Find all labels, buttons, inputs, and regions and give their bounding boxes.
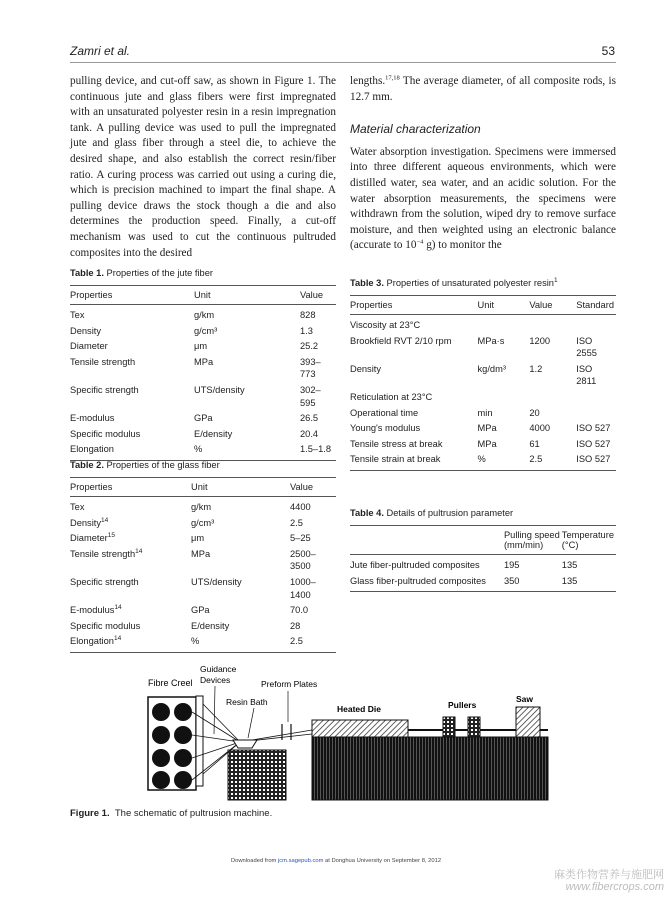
table-caption: Table 2. Properties of the glass fiber <box>70 460 220 470</box>
table-cell: MPa <box>477 438 497 449</box>
table-cell: % <box>191 634 290 652</box>
table-row <box>350 574 616 592</box>
table-cell: 302–595 <box>300 384 321 408</box>
page-number: 53 <box>601 44 615 58</box>
table-cell: 135 <box>562 574 616 592</box>
table-cell <box>478 315 530 334</box>
table-row <box>350 334 616 362</box>
table-cell: Diameter$^{15}$ <box>70 532 115 544</box>
table-cell: min <box>477 407 493 418</box>
table-row <box>70 411 336 427</box>
heated-die-label: Heated Die <box>337 704 381 714</box>
reference-superscript: 15 <box>107 532 115 540</box>
table-cell: 28 <box>290 620 301 631</box>
table-row <box>350 315 616 334</box>
pultrusion-schematic <box>130 664 560 804</box>
table-cell: Tensile strength$^{14}$ <box>70 547 143 559</box>
table-cell: Viscosity at 23°C <box>350 320 421 330</box>
table-cell: Reticulation at 23°C <box>350 391 433 402</box>
table-cell: Young's modulus <box>350 423 421 434</box>
table-caption: Table 4. Details of pultrusion parameter <box>350 508 514 518</box>
table-cell: kg/dm³ <box>477 363 506 374</box>
exponent-superscript: −4 <box>416 238 424 246</box>
table-cell <box>576 406 616 422</box>
table-cell: 20 <box>529 407 540 418</box>
table-row <box>70 547 336 575</box>
table-cell: 2.5 <box>290 517 303 528</box>
table-cell <box>529 315 576 334</box>
table-cell <box>478 390 530 406</box>
cut-off-saw <box>516 707 540 737</box>
table-cell: Elongation <box>70 442 194 460</box>
table-cell: 4000 <box>529 423 551 434</box>
table-cell: Density$^{14}$ <box>70 516 109 528</box>
body-paragraph: pulling device, and cut-off saw, as shown in Figure 1. The continuous jute and glass fibers were first impregnated with an unsaturated polyester resin in a resin impregnation tank. A pulling device was used to pull the impregnated jute and glass fiber through a steel die, to achieve the desired shape, and also establish the correct resin/fiber ratio. A curing process was carried out using a curing die, which is precision machined to impart the final shape. A pulling device draws the stock though a die and also determines the production speed. Finally, a cut-off mechanism was used to cut the continuous pultruded composites into the desired <box>70 75 336 259</box>
table-row <box>350 421 616 437</box>
table-cell: 26.5 <box>300 413 319 424</box>
column-header: Value <box>290 478 336 497</box>
table-cell: GPa <box>191 605 210 616</box>
table-cell: Specific strength <box>70 384 139 395</box>
resin-bath-tray <box>233 740 257 748</box>
figure-caption: Figure 1. The schematic of pultrusion machine. <box>70 808 273 819</box>
table-row <box>70 442 336 460</box>
section-heading: Material characterization <box>350 122 481 137</box>
table-row <box>350 555 616 574</box>
table-cell: 195 <box>503 560 520 570</box>
table-caption: Table 3. Properties of unsaturated polyester resin$^1$ <box>350 276 558 288</box>
table-cell: Tensile strain at break <box>350 452 478 470</box>
table-cell: E/density <box>194 428 233 439</box>
left-column <box>70 74 336 261</box>
table-cell: 2.5 <box>529 452 576 470</box>
column-header: Pulling speed (mm/min) <box>504 526 562 555</box>
pultrusion-parameter-table <box>350 525 616 592</box>
table-cell: ISO 527 <box>576 438 611 449</box>
journal-link[interactable]: jcm.sagepub.com <box>277 858 324 864</box>
running-head-author: Zamri et al. <box>70 44 131 58</box>
table-row <box>70 427 336 443</box>
download-footer: Downloaded from jcm.sagepub.com at Donghua University on September 8, 2012 <box>230 858 442 864</box>
table-row <box>350 390 616 406</box>
table-cell: Density <box>70 325 102 336</box>
table-cell <box>576 390 616 406</box>
table-header-row <box>70 478 336 497</box>
table-cell: % <box>194 442 300 460</box>
table-cell: 1000–1400 <box>290 576 316 600</box>
table-cell: ISO 527 <box>576 423 611 434</box>
table-cell: % <box>478 452 530 470</box>
table-cell: E/density <box>191 620 230 631</box>
table-row <box>70 603 336 619</box>
table-cell: Tex <box>70 502 85 512</box>
column-header <box>350 526 504 555</box>
table-cell: Operational time <box>350 407 419 418</box>
table-cell: 4400 <box>290 502 311 512</box>
reference-superscript: 14 <box>101 516 109 524</box>
table-row <box>70 516 336 532</box>
column-header: Properties <box>70 286 194 305</box>
reference-superscript: 17,18 <box>385 74 400 82</box>
table-cell: 1.5–1.8 <box>300 442 336 460</box>
table-row <box>70 619 336 635</box>
table-cell: UTS/density <box>194 384 245 395</box>
heated-die <box>312 720 408 737</box>
table-4 <box>350 508 616 592</box>
table-cell: Glass fiber-pultruded composites <box>350 574 504 592</box>
column-header: Value <box>529 296 576 315</box>
table-1 <box>70 268 336 461</box>
column-header: Properties <box>70 478 191 497</box>
table-header-row <box>350 526 616 555</box>
table-cell: 25.2 <box>300 341 319 352</box>
body-paragraph-water-absorption: Water absorption investigation. Specimens were immersed into three different aqueous environments, which were distilled water, sea water, and an acidic solution. For the water absorption measurements, the specimens were withdrawn from the solution, wiped dry to remove surface moisture, and then weighted using an electronic balance (accurate to $10^{-4}$ g) to monitor the <box>350 145 616 252</box>
table-row <box>350 437 616 453</box>
table-row <box>70 305 336 324</box>
table-cell: 5–25 <box>290 533 311 544</box>
table-cell: Tensile stress at break <box>350 438 443 449</box>
table-row <box>70 634 336 652</box>
table-row <box>70 355 336 383</box>
table-row <box>350 452 616 470</box>
table-cell: Specific strength <box>70 576 139 587</box>
table-cell: MPa <box>477 423 497 434</box>
resin-bath-label: Resin Bath <box>226 697 268 707</box>
table-cell: Tensile strength <box>70 356 136 367</box>
label-leaders <box>214 686 288 738</box>
puller-2 <box>468 717 480 737</box>
table-cell: 1.2 <box>529 363 543 374</box>
saw-label: Saw <box>516 694 534 704</box>
table-cell: 2500–3500 <box>290 548 316 572</box>
table-row <box>350 362 616 390</box>
table-cell <box>529 390 576 406</box>
table-cell: 1200 <box>529 335 551 346</box>
guidance-label: Guidance <box>200 664 237 674</box>
table-cell: g/cm³ <box>191 517 215 528</box>
body-paragraph-lengths: lengths.$^{17,18}$ The average diameter, of all composite rods, is 12.7 mm. <box>350 74 616 103</box>
table-cell: MPa <box>191 548 211 559</box>
table-cell: g/km <box>191 502 212 512</box>
table-header-row <box>70 286 336 305</box>
table-cell: UTS/density <box>191 576 242 587</box>
table-cell <box>576 315 616 334</box>
table-row <box>70 575 336 603</box>
devices-label: Devices <box>200 675 231 685</box>
table-cell: 20.4 <box>300 428 319 439</box>
table-cell: μm <box>191 533 205 544</box>
jute-fiber-table <box>70 285 336 461</box>
table-cell: Tex <box>70 310 85 320</box>
table-cell: Jute fiber-pultruded composites <box>350 560 480 570</box>
table-cell: Specific modulus <box>70 620 141 631</box>
table-cell: GPa <box>194 413 213 424</box>
header-rule <box>70 62 616 63</box>
table-cell: g/cm³ <box>194 325 218 336</box>
fibre-creel-label: Fibre Creel <box>148 678 193 688</box>
column-header: Value <box>300 286 336 305</box>
column-header: Temperature (°C) <box>562 526 616 555</box>
puller-1 <box>443 717 455 737</box>
table-cell: ISO 2555 <box>576 335 597 359</box>
table-cell: MPa·s <box>477 335 505 346</box>
table-cell: ISO 2811 <box>576 363 597 387</box>
watermark-url: www.fibercrops.com <box>565 881 664 893</box>
table-2 <box>70 460 336 653</box>
column-header: Properties <box>350 296 478 315</box>
table-cell: 1.3 <box>300 325 313 336</box>
resin-bath-tank <box>228 750 286 800</box>
table-cell: Diameter <box>70 341 108 352</box>
watermark-cn: 麻类作物营养与施肥网 <box>554 868 664 881</box>
reference-superscript: 14 <box>135 547 143 555</box>
table-cell: 393–773 <box>300 356 321 380</box>
preform-plates-label: Preform Plates <box>261 679 318 689</box>
reference-superscript: 14 <box>114 604 122 612</box>
table-cell: 135 <box>561 560 578 570</box>
table-cell: MPa <box>194 356 214 367</box>
column-header: Unit <box>191 478 290 497</box>
table-row <box>70 383 336 411</box>
table-cell: g/km <box>194 310 215 320</box>
table-row <box>70 339 336 355</box>
glass-fiber-table <box>70 477 336 653</box>
column-header: Standard <box>576 296 616 315</box>
table-cell: 828 <box>300 310 316 320</box>
column-header: Unit <box>478 296 530 315</box>
table-cell: Brookfield RVT 2/10 rpm <box>350 335 452 346</box>
table-row <box>70 531 336 547</box>
table-cell: E-modulus <box>70 413 115 424</box>
table-cell: 61 <box>529 438 540 449</box>
table-cell: 350 <box>504 574 562 592</box>
table-cell: E-modulus$^{14}$ <box>70 604 122 616</box>
pullers-label: Pullers <box>448 700 477 710</box>
table-row <box>350 406 616 422</box>
machine-base <box>312 737 548 800</box>
table-cell: Elongation$^{14}$ <box>70 634 191 652</box>
column-header: Unit <box>194 286 300 305</box>
table-3 <box>350 278 616 471</box>
table-cell: Specific modulus <box>70 428 141 439</box>
table-caption: Table 1. Properties of the jute fiber <box>70 268 213 278</box>
reference-superscript: 14 <box>113 635 122 643</box>
table-row <box>70 497 336 516</box>
table-row <box>70 324 336 340</box>
table-cell: ISO 527 <box>576 452 616 470</box>
polyester-resin-table <box>350 295 616 471</box>
table-cell: Density <box>350 363 382 374</box>
table-cell: 70.0 <box>290 605 309 616</box>
table-cell: μm <box>194 341 208 352</box>
table-cell: 2.5 <box>290 634 336 652</box>
right-column <box>350 74 616 254</box>
preform-plates <box>282 724 291 740</box>
table-header-row <box>350 296 616 315</box>
